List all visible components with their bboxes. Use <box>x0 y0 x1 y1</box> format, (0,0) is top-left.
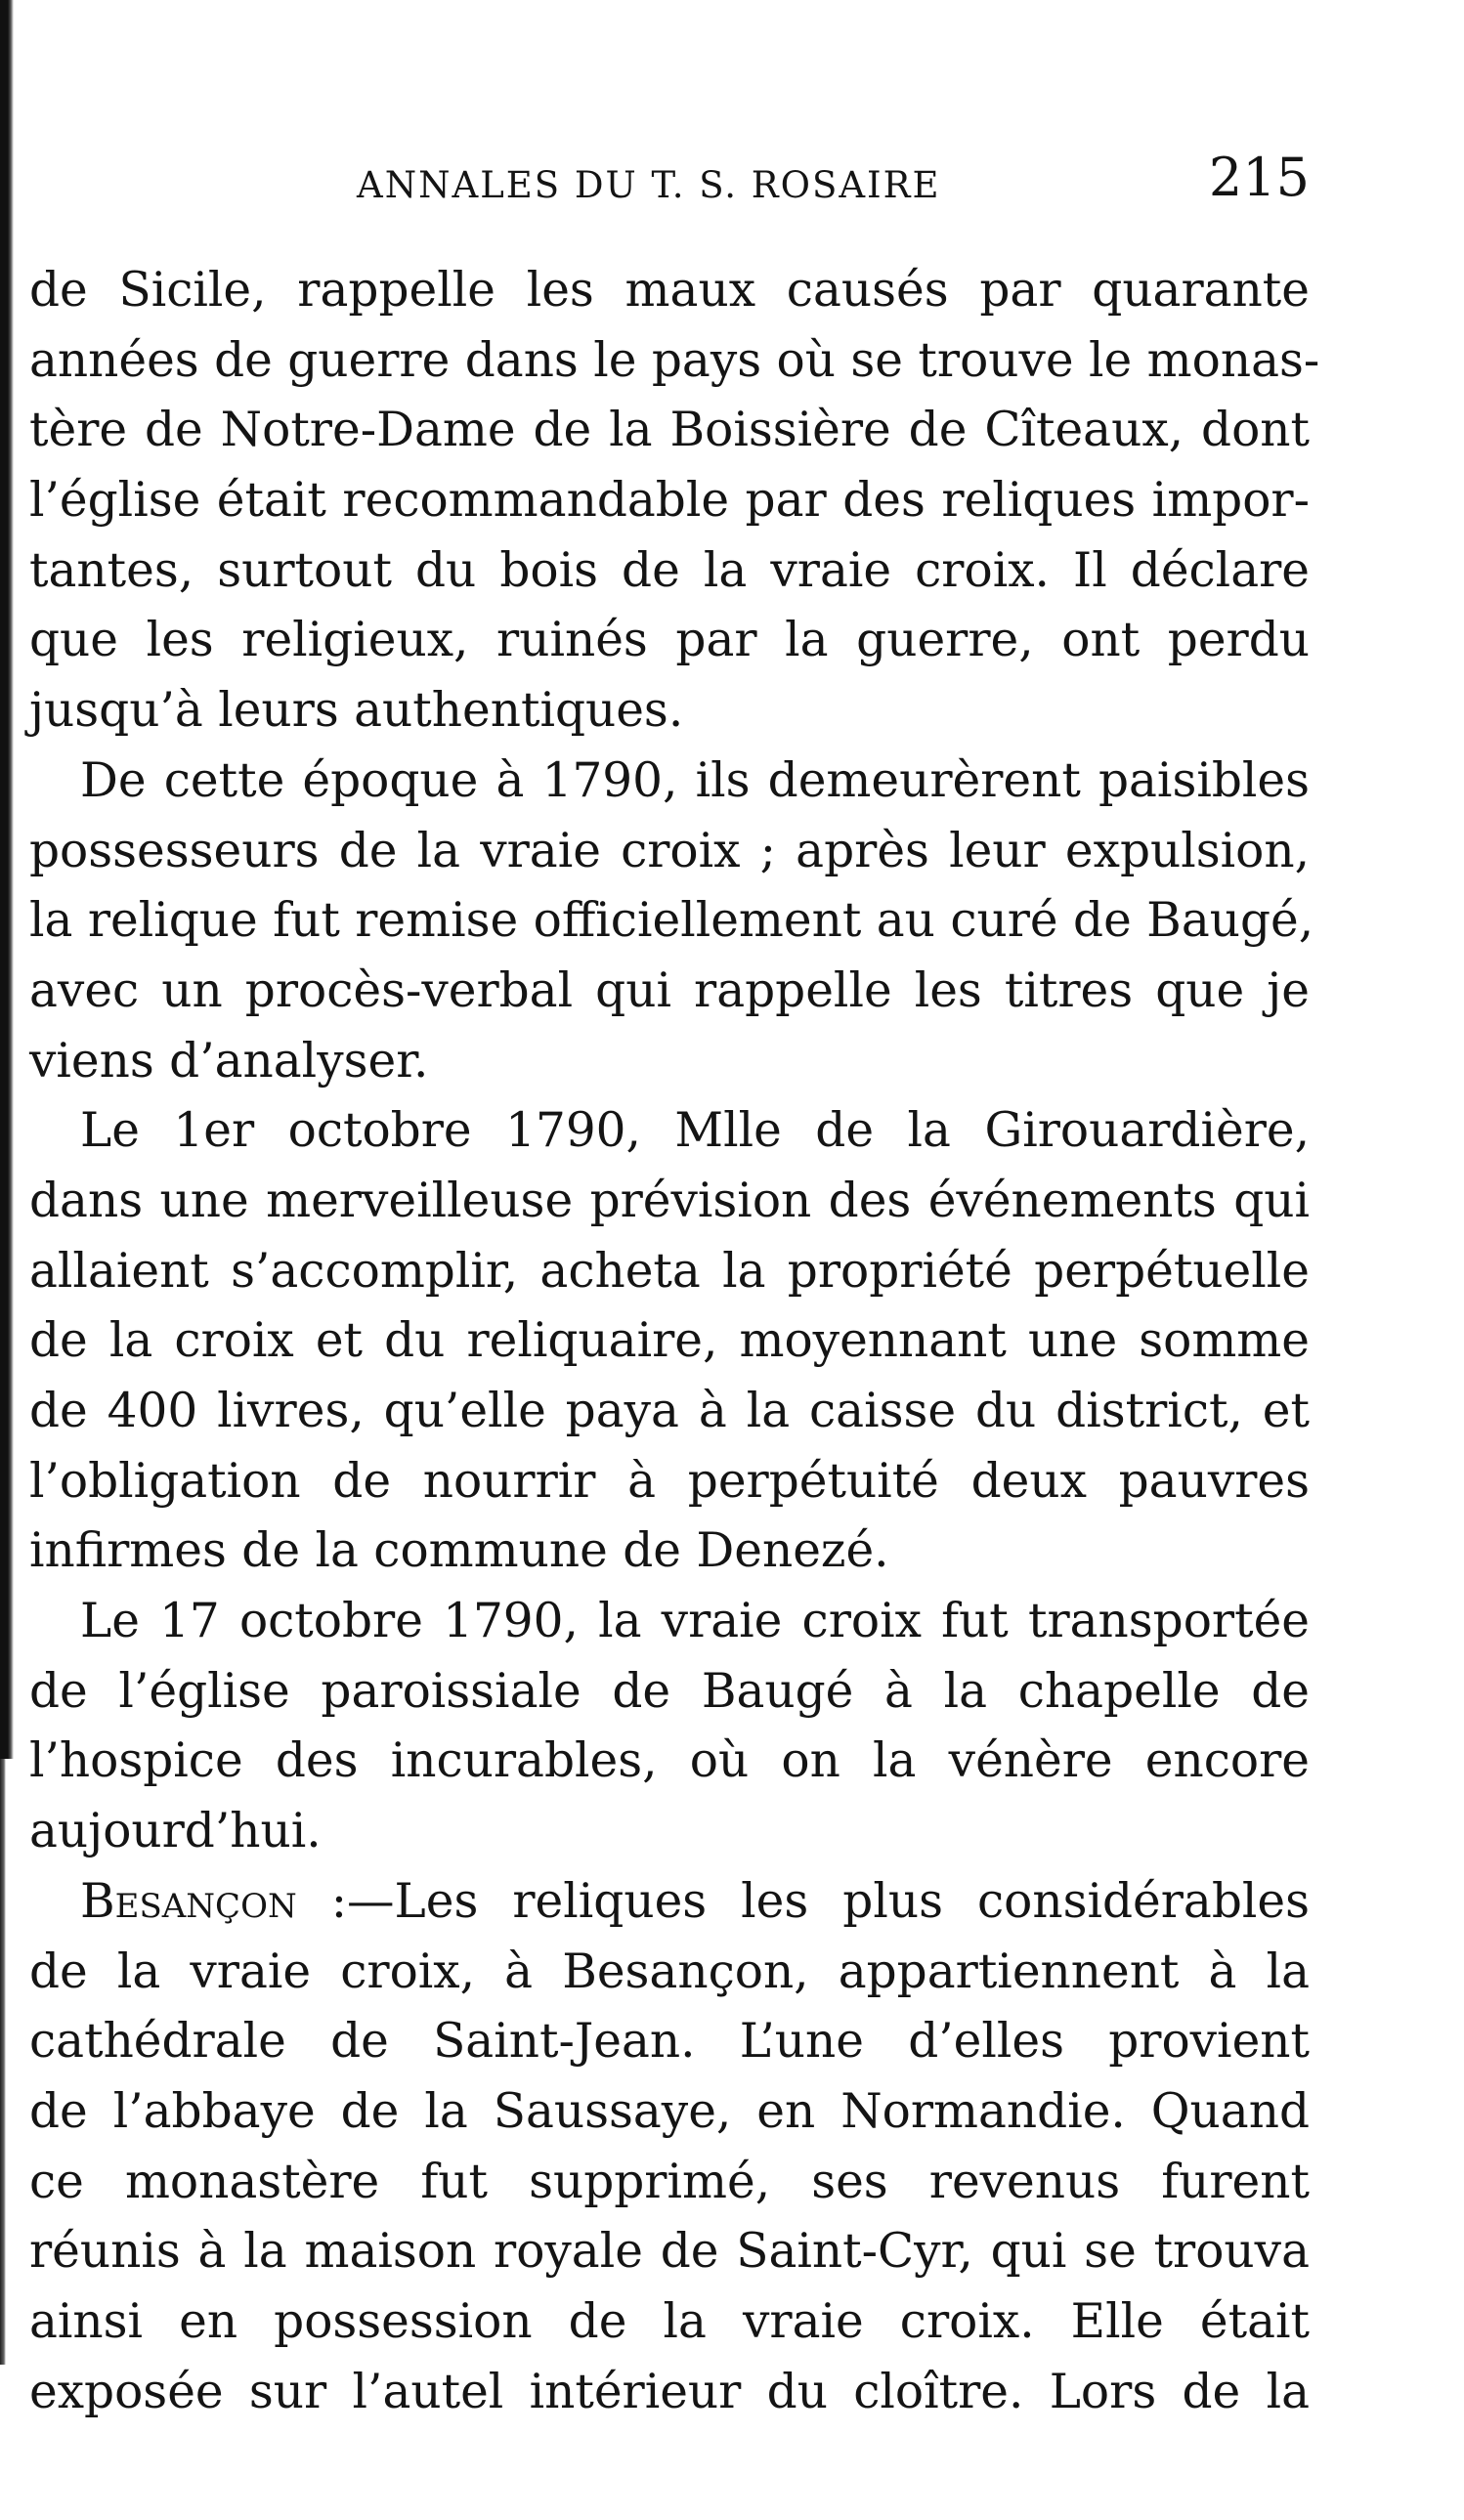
text-line: de la vraie croix, à Besançon, appartiennent à la <box>29 1943 1310 1999</box>
text-line: cathédrale de Saint-Jean. L’une d’elles provient <box>29 2014 1310 2070</box>
text-line: avec un procès-verbal qui rappelle les titres que je <box>29 962 1310 1018</box>
section-lead-rest: :—Les reliques les plus considérables <box>296 1873 1310 1929</box>
text-line: de la croix et du reliquaire, moyennant une somme <box>29 1313 1310 1369</box>
text-line: tère de Notre-Dame de la Boissière de Cîteaux, dont <box>29 403 1310 458</box>
text-line: réunis à la maison royale de Saint-Cyr, qui se trouva <box>29 2224 1310 2280</box>
text-line: que les religieux, ruinés par la guerre, ont perdu <box>29 613 1310 668</box>
text-line <box>29 1867 1310 1938</box>
text-line: De cette époque à 1790, ils demeurèrent paisibles <box>80 752 1310 808</box>
text-line: Le 17 octobre 1790, la vraie croix fut transportée <box>80 1594 1310 1649</box>
text-line: viens d’analyser. <box>29 1033 429 1089</box>
text-line: l’église était recommandable par des reliques impor- <box>29 473 1310 529</box>
text-line: de 400 livres, qu’elle paya à la caisse du district, et <box>29 1384 1310 1438</box>
text-line: ainsi en possession de la vraie croix. Elle était <box>29 2293 1310 2349</box>
text-line: dans une merveilleuse prévision des événements qui <box>29 1173 1310 1228</box>
text-line: possesseurs de la vraie croix ; après leur expulsion, <box>29 823 1310 878</box>
text-line: l’hospice des incurables, où on la vénère encore <box>29 1733 1310 1789</box>
text-line: de l’église paroissiale de Baugé à la chapelle de <box>29 1663 1310 1719</box>
page-number: 215 <box>1208 147 1310 208</box>
text-line: allaient s’accomplir, acheta la propriété perpétuelle <box>29 1243 1310 1299</box>
text-line: ce monastère fut supprimé, ses revenus furent <box>29 2154 1310 2209</box>
text-line: aujourd’hui. <box>29 1804 322 1859</box>
running-head: ANNALES DU T. S. ROSAIRE <box>357 164 941 206</box>
text-line: jusqu’à leurs authentiques. <box>29 683 684 739</box>
text-line: la relique fut remise officiellement au curé de Baugé, <box>29 893 1314 949</box>
text-line: infirmes de la commune de Denezé. <box>29 1523 889 1579</box>
text-line: exposée sur l’autel intérieur du cloître. Lors de la <box>29 2364 1310 2419</box>
text-line: de Sicile, rappelle les maux causés par quarante <box>29 263 1310 318</box>
text-line: tantes, surtout du bois de la vraie croix. Il déclare <box>29 542 1310 598</box>
body-text <box>29 256 1320 2427</box>
book-binding-edge <box>0 0 14 1759</box>
book-binding-edge-lower <box>0 1759 6 2365</box>
page-header <box>29 147 1310 215</box>
text-line: Le 1er octobre 1790, Mlle de la Girouardière, <box>80 1103 1310 1159</box>
section-lead: Besançon <box>80 1873 297 1929</box>
text-line: l’obligation de nourrir à perpétuité deux pauvres <box>29 1453 1310 1509</box>
text-line: de l’abbaye de la Saussaye, en Normandie. Quand <box>29 2083 1310 2139</box>
text-line: années de guerre dans le pays où se trouve le monas- <box>29 332 1320 388</box>
